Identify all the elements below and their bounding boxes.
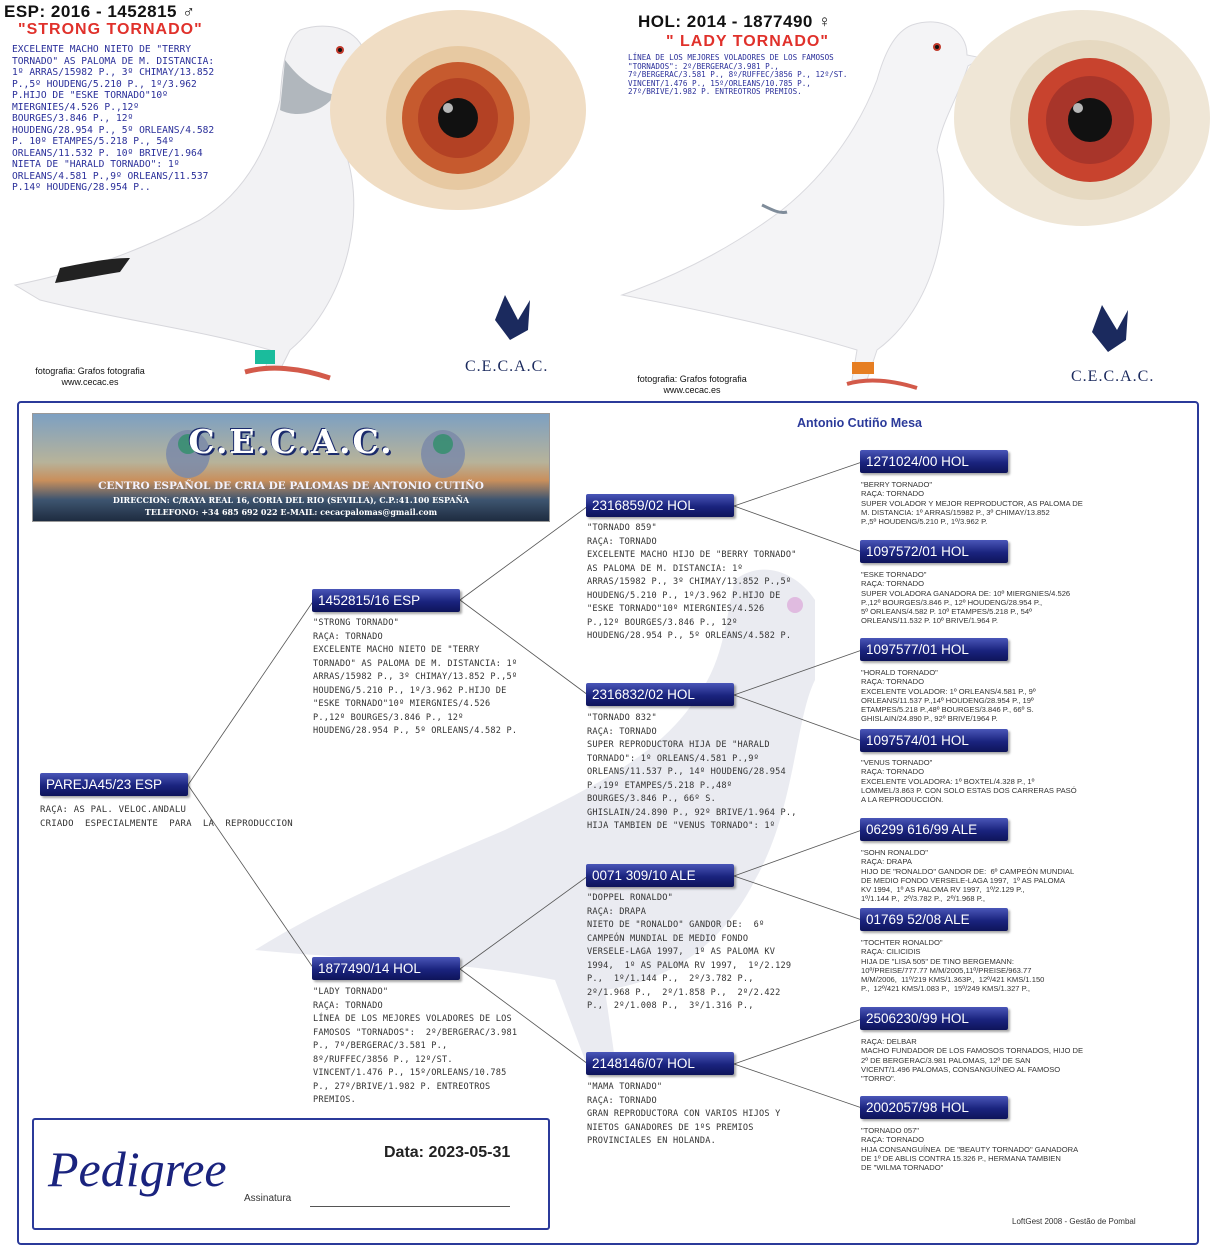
left-cecac-logo-text: C.E.C.A.C. bbox=[465, 358, 549, 375]
sire-ring-box[interactable]: 1452815/16 ESP bbox=[312, 589, 460, 612]
banner-title: C.E.C.A.C. bbox=[188, 422, 394, 461]
gp4-ring-box[interactable]: 2148146/07 HOL bbox=[586, 1052, 734, 1075]
ggp4-info: "VENUS TORNADO" RAÇA: TORNADO EXCELENTE VOLADORA: 1º BOXTEL/4.328 P., 1º LOMMEL/3.863 P. CON SOLO ESTAS DOS CARRERAS PASÓ A LA REPRODUCCIÓN. bbox=[861, 758, 1077, 805]
right-ring-title: HOL: 2014 - 1877490 ♀ bbox=[638, 12, 832, 31]
gp2-ring-box[interactable]: 2316832/02 HOL bbox=[586, 683, 734, 706]
left-ring-title: ESP: 2016 - 1452815 ♂ bbox=[4, 2, 196, 21]
ggp8-ring-box[interactable]: 2002057/98 HOL bbox=[860, 1096, 1008, 1119]
left-credit-text: fotografia: Grafos fotografia bbox=[35, 366, 145, 376]
gp1-info: "TORNADO 859" RAÇA: TORNADO EXCELENTE MACHO HIJO DE "BERRY TORNADO" AS PALOMA DE M. DISTANCIA: 1º ARRAS/15982 P., 3º CHIMAY/13.852 P.,5º HOUDENG/5.210 P., 1º/3.962 P.HIJO DE "ESKE TORNADO"10º MIERGNIES/4.526 P.,12º BOURGES/3.846 P., 12º HOUDENG/28.954 P., 5º ORLEANS/4.582 P. bbox=[587, 523, 797, 641]
banner-line3: TELEFONO: +34 685 692 022 E-MAIL: cecacpalomas@gmail.com bbox=[144, 507, 438, 517]
root-ring-box[interactable]: PAREJA45/23 ESP bbox=[40, 773, 188, 796]
right-website[interactable]: www.cecac.es bbox=[663, 385, 721, 395]
right-credit-text: fotografia: Grafos fotografia bbox=[637, 374, 747, 384]
right-cecac-logo-text: C.E.C.A.C. bbox=[1071, 368, 1155, 385]
right-bird-name: " LADY TORNADO" bbox=[666, 33, 829, 50]
ggp7-info: RAÇA: DELBAR MACHO FUNDADOR DE LOS FAMOSOS TORNADOS, HIJO DE 2º DE BERGERAC/3.981 PALOMAS, 12º DE SAN VICENT/1.496 PALOMAS, CONSANGUÍNEO AL FAMOSO "TORRO". bbox=[861, 1037, 1084, 1084]
ggp3-ring-box[interactable]: 1097577/01 HOL bbox=[860, 638, 1008, 661]
ggp2-ring-box[interactable]: 1097572/01 HOL bbox=[860, 540, 1008, 563]
gp1-ring-box[interactable]: 2316859/02 HOL bbox=[586, 494, 734, 517]
software-credit: LoftGest 2008 - Gestão de Pombal bbox=[1012, 1217, 1136, 1226]
sire-info: "STRONG TORNADO" RAÇA: TORNADO EXCELENTE MACHO NIETO DE "TERRY TORNADO" AS PALOMA DE M. DISTANCIA: 1º ARRAS/15982 P., 3º CHIMAY/13.852 P.,5º HOUDENG/5.210 P., 1º/3.962 P.HIJO DE "ESKE TORNADO"10º MIERGNIES/4.526 P.,12º BOURGES/3.846 P., 12º HOUDENG/28.954 P., 5º ORLEANS/4.582 P. bbox=[313, 618, 518, 736]
date-label: Data: 2023-05-31 bbox=[384, 1144, 511, 1161]
ggp5-ring-box[interactable]: 06299 616/99 ALE bbox=[860, 818, 1008, 841]
ggp7-ring-box[interactable]: 2506230/99 HOL bbox=[860, 1007, 1008, 1030]
ggp5-info: "SOHN RONALDO" RAÇA: DRAPA HIJO DE "RONALDO" GANDOR DE: 6º CAMPEÓN MUNDIAL DE MEDIO FONDO VERSELE-LAGA 1997, 1º AS PALOMA KV 1994, 1º AS PALOMA RV 1997, 1º/2.129 P., 1º/1.144 P., 2º/3.782 P., 2º/1.968 P., bbox=[861, 848, 1075, 904]
ggp6-info: "TOCHTER RONALDO" RAÇA: CILICIDIS HIJA DE "LISA 505" DE TINO BERGEMANN: 10º/PREISE/777.77 M/M/2005,11º/PREISE/963.77 M/M/2006, 11º/219 KMS/1.363P., 12º/421 KMS/1.150 P., 12º/421 KMS/1.083 P., 15º/249 KMS/1.327 P., bbox=[861, 938, 1045, 994]
signature-line[interactable] bbox=[310, 1206, 510, 1207]
banner-line2: DIRECCION: C/RAYA REAL 16, CORIA DEL RIO (SEVILLA), C.P.:41.100 ESPAÑA bbox=[112, 495, 470, 505]
ggp3-info: "HORALD TORNADO" RAÇA: TORNADO EXCELENTE VOLADOR: 1º ORLEANS/4.581 P., 9º ORLEANS/11.537 P.,14º HOUDENG/28.954 P., 19º ETAMPES/5.218 P.,48º BOURGES/3.846 P., 66º S. GHISLAIN/24.890 P., 92º BRIVE/1964 P. bbox=[861, 668, 1036, 724]
pedigree-word: Pedigree bbox=[48, 1141, 227, 1197]
signature-label: Assinatura bbox=[244, 1193, 292, 1204]
gp2-info: "TORNADO 832" RAÇA: TORNADO SUPER REPRODUCTORA HIJA DE "HARALD TORNADO": 1º ORLEANS/4.581 P.,9º ORLEANS/11.537 P., 14º HOUDENG/28.954 P.,19º ETAMPES/5.218 P.,48º BOURGES/3.846 P., 66º S. GHISLAIN/24.890 P., 92º BRIVE/1.964 P., HIJA TAMBIEN DE "VENUS TORNADO": 1º bbox=[587, 713, 797, 831]
left-website[interactable]: www.cecac.es bbox=[61, 377, 119, 387]
ggp1-info: "BERRY TORNADO" RAÇA: TORNADO SUPER VOLADOR Y MEJOR REPRODUCTOR, AS PALOMA DE M. DISTANCIA: 1º ARRAS/15982 P., 3º CHIMAY/13.852 P.,5º HOUDENG/5.210 P., 1º/3.962 P. bbox=[861, 480, 1083, 527]
ggp8-info: "TORNADO 057" RAÇA: TORNADO HIJA CONSANGUÍNEA DE "BEAUTY TORNADO" GANADORA DE 1º DE ABLIS CONTRA 15.326 P., HERMANA TAMBIEN DE "WILMA TORNADO" bbox=[861, 1126, 1079, 1173]
gp4-info: "MAMA TORNADO" RAÇA: TORNADO GRAN REPRODUCTORA CON VARIOS HIJOS Y NIETOS GANADORES DE 1ºS PREMIOS PROVINCIALES EN HOLANDA. bbox=[587, 1082, 781, 1146]
ggp6-ring-box[interactable]: 01769 52/08 ALE bbox=[860, 908, 1008, 931]
ggp2-info: "ESKE TORNADO" RAÇA: TORNADO SUPER VOLADORA GANADORA DE: 10º MIERGNIES/4.526 P.,12º BOURGES/3.846 P., 12º HOUDENG/28.954 P., 5º ORLEANS/4.582 P. 10º ETAMPES/5.218 P., 54º ORLEANS/11.532 P. 10º BRIVE/1.964 P. bbox=[861, 570, 1071, 626]
gp3-ring-box[interactable]: 0071 309/10 ALE bbox=[586, 864, 734, 887]
ggp4-ring-box[interactable]: 1097574/01 HOL bbox=[860, 729, 1008, 752]
pedigree-footer-box bbox=[32, 1118, 550, 1230]
gp3-info: "DOPPEL RONALDO" RAÇA: DRAPA NIETO DE "RONALDO" GANDOR DE: 6º CAMPEÓN MUNDIAL DE MEDIO FONDO VERSELE-LAGA 1997, 1º AS PALOMA KV 1994, 1º AS PALOMA RV 1997, 1º/2.129 P., 1º/1.144 P., 2º/3.782 P., 2º/1.968 P., 2º/1.858 P., 2º/2.422 P., 2º/1.008 P., 3º/1.316 P., bbox=[587, 893, 792, 1011]
dam-ring-box[interactable]: 1877490/14 HOL bbox=[312, 957, 460, 980]
right-bird-description: LÍNEA DE LOS MEJORES VOLADORES DE LOS FAMOSOS "TORNADOS": 2º/BERGERAC/3.981 P., 7º/BERGERAC/3.581 P., 8º/RUFFEC/3856 P., 12º/ST. VINCENT/1.476 P., 15º/ORLEANS/10.785 P., 27º/BRIVE/1.982 P. ENTREOTROS PREMIOS. bbox=[628, 53, 848, 97]
owner-name: Antonio Cutiño Mesa bbox=[797, 416, 922, 430]
banner-line1: CENTRO ESPAÑOL DE CRIA DE PALOMAS DE ANTONIO CUTIÑO bbox=[98, 480, 484, 492]
left-bird-description: EXCELENTE MACHO NIETO DE "TERRY TORNADO" AS PALOMA DE M. DISTANCIA: 1º ARRAS/15982 P., 3º CHIMAY/13.852 P.,5º HOUDENG/5.210 P., 1º/3.962 P.HIJO DE "ESKE TORNADO"10º MIERGNIES/4.526 P.,12º BOURGES/3.846 P., 12º HOUDENG/28.954 P., 5º ORLEANS/4.582 P. 10º ETAMPES/5.218 P., 54º ORLEANS/11.532 P. 10º BRIVE/1.964 NIETA DE "HARALD TORNADO": 1º ORLEANS/4.581 P.,9º ORLEANS/11.537 P.14º HOUDENG/28.954 P.. bbox=[12, 44, 215, 193]
left-bird-name: "STRONG TORNADO" bbox=[18, 21, 203, 38]
dam-info: "LADY TORNADO" RAÇA: TORNADO LÍNEA DE LOS MEJORES VOLADORES DE LOS FAMOSOS "TORNADOS": 2º/BERGERAC/3.981 P., 7º/BERGERAC/3.581 P., 8º/RUFFEC/3856 P., 12º/ST. VINCENT/1.476 P., 15º/ORLEANS/10.785 P., 27º/BRIVE/1.982 P. ENTREOTROS PREMIOS. bbox=[313, 987, 518, 1105]
root-info: RAÇA: AS PAL. VELOC.ANDALU CRIADO ESPECIALMENTE PARA LA REPRODUCCION bbox=[40, 805, 293, 829]
ggp1-ring-box[interactable]: 1271024/00 HOL bbox=[860, 450, 1008, 473]
